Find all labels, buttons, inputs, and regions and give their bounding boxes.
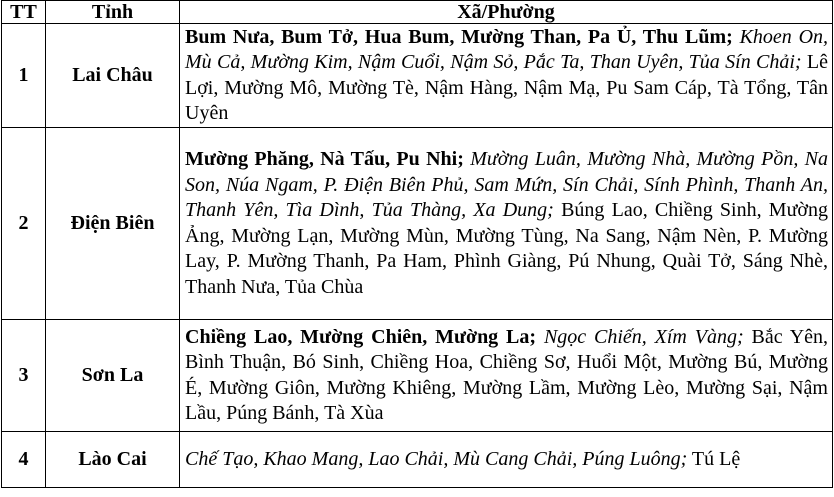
table-row: [2, 432, 833, 488]
ward-table: [1, 0, 833, 488]
province-name: Lào Cai: [46, 432, 180, 488]
province-name: Lai Châu: [46, 24, 180, 128]
province-name: Sơn La: [46, 320, 180, 432]
header-ward: Xã/Phường: [180, 1, 833, 24]
ward-list-normal: Tú Lệ: [691, 447, 741, 470]
ward-list-bold: Bum Nưa, Bum Tở, Hua Bum, Mường Than, Pa Ủ, Thu Lũm;: [185, 25, 733, 48]
table-row: [2, 24, 833, 128]
ward-list-normal: Bắc Yên, Bình Thuận, Bó Sinh, Chiềng Hoa, Chiềng Sơ, Huổi Một, Mường Bú, Mường É, Mường Giôn, Mường Khiêng, Mường Lầm, Mường Lèo, Mường Sại, Nậm Lầu, Púng Bánh, Tà Xùa: [185, 325, 829, 424]
header-tt: TT: [2, 1, 46, 24]
ward-list: [180, 24, 833, 128]
row-number: 4: [2, 432, 46, 488]
table-header-row: [2, 1, 833, 24]
row-number: 1: [2, 24, 46, 128]
ward-list: [180, 320, 833, 432]
row-number: 3: [2, 320, 46, 432]
ward-list-italic: Mường Luân, Mường Nhà, Mường Pồn, Na Son, Núa Ngam, P. Điện Biên Phủ, Sam Mứn, Sín Chải, Sính Phình, Thanh An, Thanh Yên, Tìa Dình, Tủa Thàng, Xa Dung;: [185, 148, 828, 221]
ward-list-italic: Chế Tạo, Khao Mang, Lao Chải, Mù Cang Chải, Púng Luông;: [185, 447, 688, 470]
ward-list: [180, 128, 833, 320]
ward-list-italic: Khoen On, Mù Cả, Mường Kim, Nậm Cuổi, Nậm Sỏ, Pắc Ta, Than Uyên, Tủa Sín Chải;: [185, 25, 829, 73]
row-number: 2: [2, 128, 46, 320]
table-row: [2, 320, 833, 432]
table-row: [2, 128, 833, 320]
ward-list-normal: Lê Lợi, Mường Mô, Mường Tè, Nậm Hàng, Nậm Mạ, Pu Sam Cáp, Tà Tổng, Tân Uyên: [185, 51, 828, 124]
ward-list-bold: Mường Phăng, Nà Tấu, Pu Nhi;: [185, 148, 464, 170]
ward-list-italic: Ngọc Chiến, Xím Vàng;: [543, 325, 744, 348]
ward-list-normal: Búng Lao, Chiềng Sinh, Mường Ảng, Mường Lạn, Mường Mùn, Mường Tùng, Na Sang, Nậm Nèn, P. Mường Lay, P. Mường Thanh, Pa Ham, Phình Giàng, Pú Nhung, Quài Tở, Sáng Nhè, Thanh Nưa, Tủa Chùa: [185, 199, 829, 298]
province-name: Điện Biên: [46, 128, 180, 320]
header-province: Tỉnh: [46, 1, 180, 24]
ward-list-bold: Chiềng Lao, Mường Chiên, Mường La;: [185, 325, 537, 348]
ward-list: [180, 432, 833, 488]
